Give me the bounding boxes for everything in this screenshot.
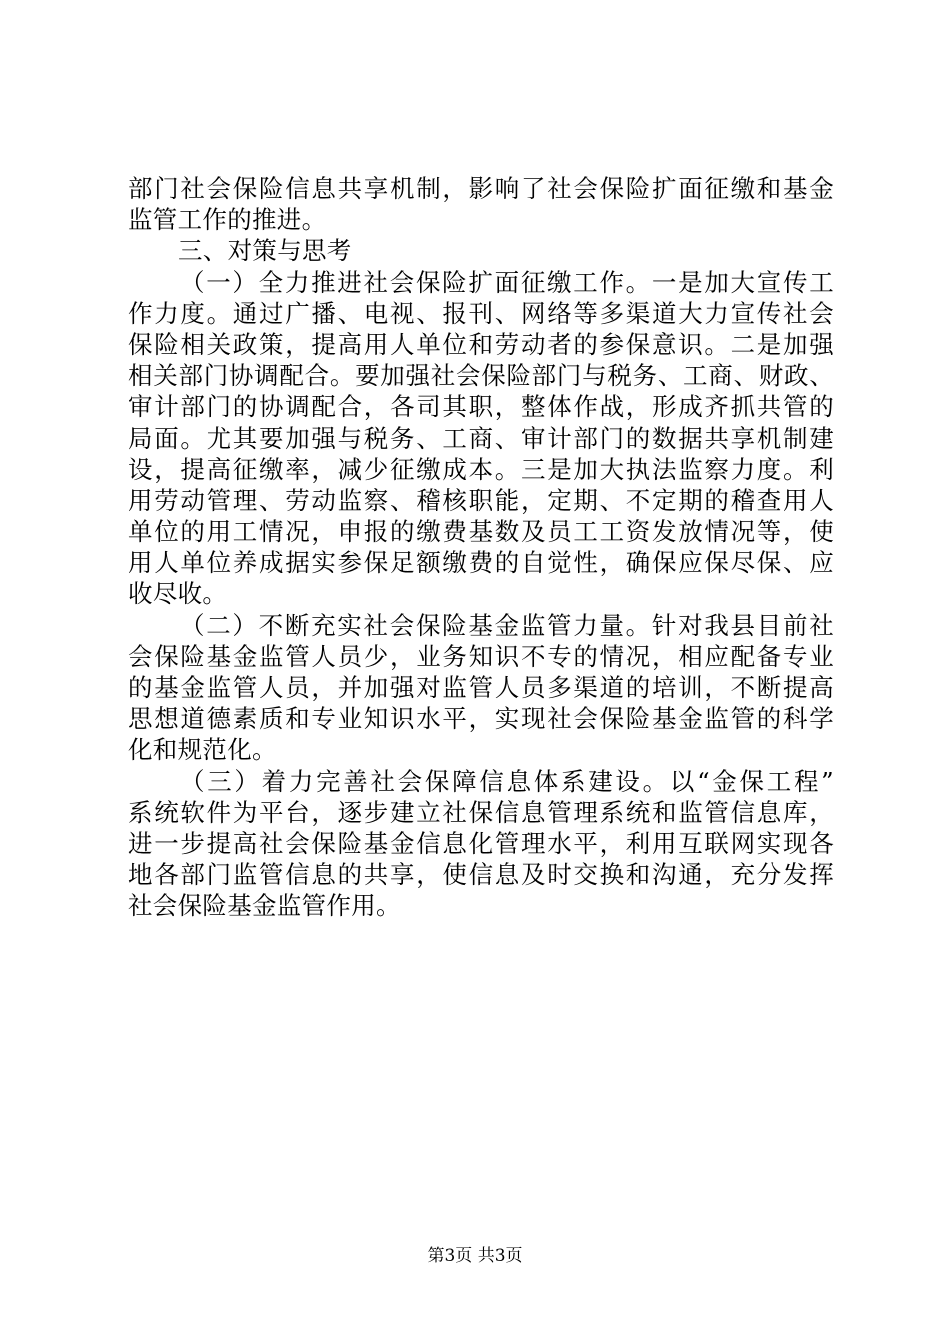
- body-line: 思想道德素质和专业知识水平，实现社会保险基金监管的科学: [128, 704, 834, 734]
- body-line: 相关部门协调配合。要加强社会保险部门与税务、工商、财政、: [128, 361, 834, 391]
- body-line: 用劳动管理、劳动监察、稽核职能，定期、不定期的稽查用人: [128, 485, 834, 515]
- body-line: 的基金监管人员，并加强对监管人员多渠道的培训，不断提高: [128, 673, 834, 702]
- body-line: 系统软件为平台，逐步建立社保信息管理系统和监管信息库，: [128, 797, 834, 827]
- paragraph-first-line: （一）全力推进社会保险扩面征缴工作。一是加大宣传工: [180, 267, 834, 297]
- body-line: 会保险基金监管人员少，业务知识不专的情况，相应配备专业: [128, 641, 834, 671]
- body-line: 收尽收。: [128, 579, 228, 609]
- section-heading: 三、对策与思考: [178, 236, 352, 266]
- body-line: 设，提高征缴率，减少征缴成本。三是加大执法监察力度。利: [128, 454, 834, 484]
- body-line: 化和规范化。: [128, 735, 277, 765]
- page-number-label: 第3页 共3页: [427, 1246, 523, 1266]
- body-line: 作力度。通过广播、电视、报刊、网络等多渠道大力宣传社会: [128, 298, 834, 328]
- body-line: 进一步提高社会保险基金信息化管理水平，利用互联网实现各: [128, 828, 834, 858]
- paragraph-first-line: （二）不断充实社会保险基金监管力量。针对我县目前社: [180, 610, 834, 640]
- body-line: 用人单位养成据实参保足额缴费的自觉性，确保应保尽保、应: [128, 548, 834, 578]
- body-line: 审计部门的协调配合，各司其职，整体作战，形成齐抓共管的: [128, 392, 834, 422]
- page-footer: [0, 1245, 950, 1267]
- body-line: 监管工作的推进。: [128, 205, 327, 235]
- document-body: [128, 173, 834, 922]
- body-line: 部门社会保险信息共享机制，影响了社会保险扩面征缴和基金: [128, 174, 834, 203]
- body-line: 局面。尤其要加强与税务、工商、审计部门的数据共享机制建: [128, 423, 834, 453]
- body-line: 单位的用工情况，申报的缴费基数及员工工资发放情况等，使: [128, 517, 834, 547]
- body-line: 保险相关政策，提高用人单位和劳动者的参保意识。二是加强: [128, 329, 834, 359]
- paragraph-first-line: （三）着力完善社会保障信息体系建设。以“金保工程”: [180, 766, 834, 796]
- body-line: 社会保险基金监管作用。: [128, 891, 401, 921]
- body-line: 地各部门监管信息的共享，使信息及时交换和沟通，充分发挥: [128, 860, 834, 890]
